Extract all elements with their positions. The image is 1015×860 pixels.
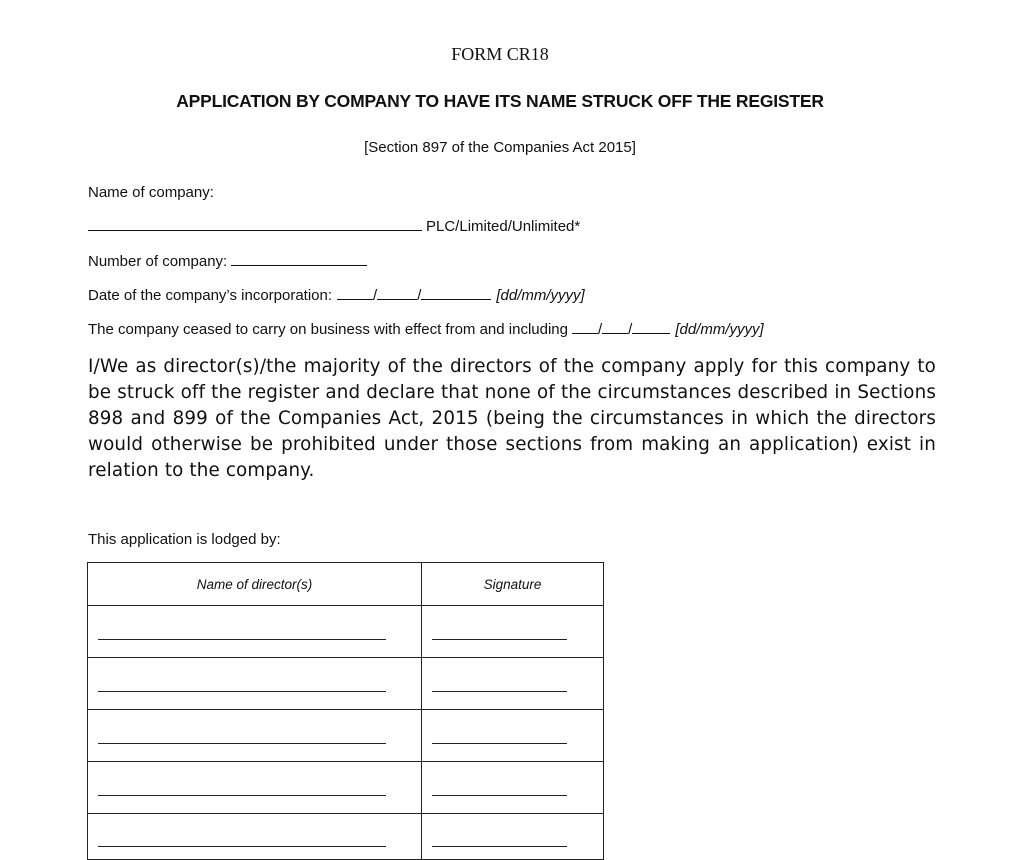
director-name-line	[98, 846, 386, 847]
signature-cell[interactable]	[422, 606, 604, 658]
company-number-field[interactable]	[231, 264, 367, 266]
date-separator: /	[417, 287, 422, 304]
table-row	[88, 814, 604, 860]
column-header-signature: Signature	[422, 563, 604, 606]
signature-line	[432, 743, 567, 744]
date-format-hint: [dd/mm/yyyy]	[675, 321, 764, 338]
director-name-line	[98, 639, 386, 640]
director-name-cell[interactable]	[88, 762, 422, 814]
date-separator: /	[597, 321, 603, 338]
director-name-cell[interactable]	[88, 606, 422, 658]
column-header-name: Name of director(s)	[88, 563, 422, 606]
incorporation-day-field[interactable]	[337, 298, 373, 300]
declaration-text: I/We as director(s)/the majority of the directors of the company apply for this company to be struck off the register and declare that none of the circumstances described in Sections 898 and 899 of the Companies Act, 2015 (being the circumstances in which the directors would otherwise be prohibited under those sections from making an application) exist in relation to the company.	[88, 356, 936, 481]
company-name-row	[88, 218, 580, 235]
director-name-line	[98, 795, 386, 796]
date-format-hint: [dd/mm/yyyy]	[496, 287, 585, 304]
incorporation-date-label: Date of the company’s incorporation:	[88, 287, 333, 304]
form-number: FORM CR18	[451, 44, 549, 64]
director-name-line	[98, 743, 386, 744]
company-type-options: PLC/Limited/Unlimited*	[426, 218, 581, 235]
signature-line	[432, 639, 567, 640]
company-name-label: Name of company:	[88, 184, 214, 201]
signature-cell[interactable]	[422, 762, 604, 814]
directors-table	[87, 562, 604, 860]
company-number-row	[88, 253, 367, 270]
incorporation-year-field[interactable]	[421, 298, 491, 300]
company-name-field[interactable]	[88, 229, 422, 231]
table-row	[88, 710, 604, 762]
page-title: APPLICATION BY COMPANY TO HAVE ITS NAME STRUCK OFF THE REGISTER	[176, 91, 824, 111]
table-header-row	[88, 563, 604, 606]
signature-line	[432, 691, 567, 692]
lodged-by-label: This application is lodged by:	[88, 531, 281, 548]
ceased-year-field[interactable]	[632, 332, 670, 334]
signature-cell[interactable]	[422, 658, 604, 710]
ceased-business-row	[88, 321, 764, 338]
director-name-cell[interactable]	[88, 814, 422, 860]
ceased-month-field[interactable]	[602, 332, 628, 334]
table-row	[88, 658, 604, 710]
signature-line	[432, 846, 567, 847]
ceased-business-label: The company ceased to carry on business with effect from and including	[88, 321, 568, 338]
table-row	[88, 606, 604, 658]
director-name-line	[98, 691, 386, 692]
date-separator: /	[628, 321, 633, 338]
signature-cell[interactable]	[422, 814, 604, 860]
signature-cell[interactable]	[422, 710, 604, 762]
incorporation-date-row	[88, 287, 585, 304]
signature-line	[432, 795, 567, 796]
director-name-cell[interactable]	[88, 658, 422, 710]
company-number-label: Number of company:	[88, 253, 228, 270]
incorporation-month-field[interactable]	[377, 298, 417, 300]
ceased-day-field[interactable]	[572, 332, 598, 334]
legal-reference: [Section 897 of the Companies Act 2015]	[364, 139, 636, 156]
director-name-cell[interactable]	[88, 710, 422, 762]
date-separator: /	[373, 287, 378, 304]
table-row	[88, 762, 604, 814]
